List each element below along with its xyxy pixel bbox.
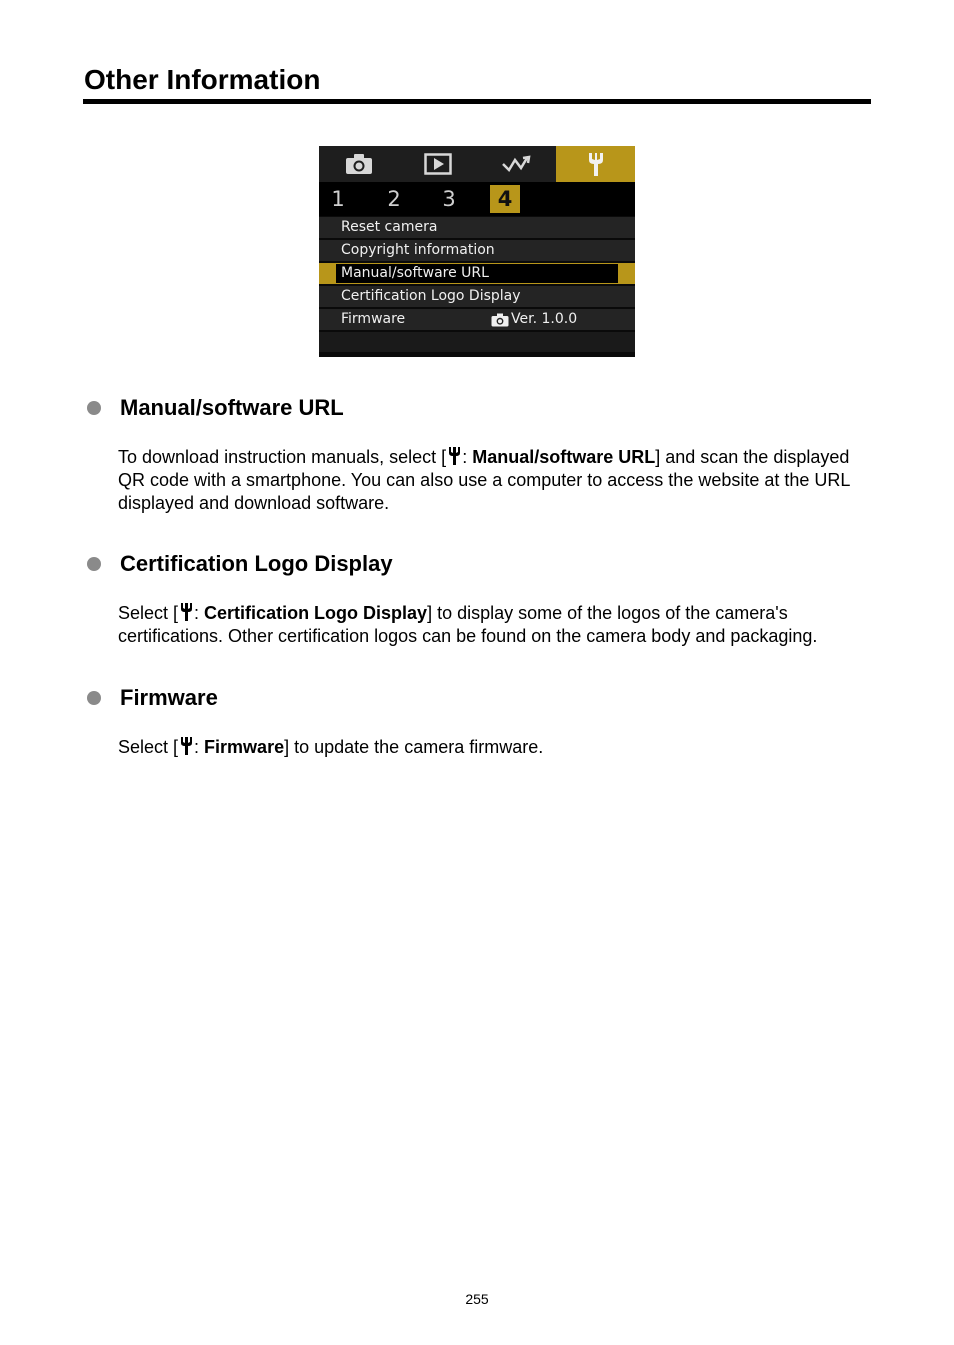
menu-item-manual-url[interactable] — [319, 263, 635, 284]
firmware-version — [491, 309, 577, 330]
firmware-version-text: Ver. 1.0.0 — [511, 311, 578, 327]
tab-wireless[interactable] — [477, 146, 556, 182]
menu-page-indicator — [319, 182, 635, 216]
section-heading: Certification Logo Display — [120, 551, 393, 576]
body-text: Select [ — [118, 737, 179, 757]
wrench-icon — [447, 446, 462, 466]
tab-playback[interactable] — [398, 146, 477, 182]
body-text: ] to display some of the logos of the camera's certifications. Other certification logos can be found on the camera body and packaging. — [118, 603, 818, 646]
menu-page-1[interactable]: 1 — [331, 187, 345, 211]
bullet-icon — [87, 691, 101, 705]
title-rule — [83, 99, 871, 104]
menu-item-label: Manual/software URL — [341, 265, 489, 281]
wireless-icon — [501, 154, 533, 174]
menu-item-label: Copyright information — [341, 242, 495, 258]
tab-shooting[interactable] — [319, 146, 398, 182]
menu-page-3[interactable]: 3 — [442, 187, 456, 211]
body-text: To download instruction manuals, select [ — [118, 447, 447, 467]
page-number: 255 — [465, 1291, 489, 1307]
section-body — [118, 736, 878, 759]
menu-item-label: Reset camera — [341, 219, 438, 235]
page-title: Other Information — [84, 64, 321, 95]
menu-item-label: Certification Logo Display — [341, 288, 521, 304]
menu-reference: Firmware — [204, 737, 285, 757]
body-text: : — [194, 603, 205, 623]
body-text: : — [462, 447, 473, 467]
wrench-icon — [179, 602, 194, 622]
section-heading: Manual/software URL — [120, 395, 344, 420]
menu-reference: Manual/software URL — [472, 447, 656, 467]
menu-item-copyright[interactable] — [319, 240, 635, 261]
menu-bottom-bar — [319, 332, 635, 352]
menu-tab-bar — [319, 146, 635, 182]
menu-item-reset-camera[interactable] — [319, 217, 635, 238]
section-body — [118, 446, 878, 515]
camera-icon — [345, 153, 373, 175]
menu-item-firmware[interactable] — [319, 309, 635, 330]
section-heading: Firmware — [120, 685, 218, 710]
bullet-icon — [87, 401, 101, 415]
body-text: Select [ — [118, 603, 179, 623]
tab-setup[interactable] — [556, 146, 635, 182]
body-text: : — [194, 737, 205, 757]
camera-icon — [491, 313, 509, 327]
camera-menu-screenshot — [319, 146, 635, 357]
menu-reference: Certification Logo Display — [204, 603, 428, 623]
playback-icon — [424, 153, 452, 175]
body-text: ] and scan the displayed QR code with a smartphone. You can also use a computer to access the website at the URL displayed and download software. — [118, 447, 850, 513]
menu-list — [319, 217, 635, 332]
menu-page-4[interactable]: 4 — [490, 185, 520, 213]
wrench-icon — [179, 736, 194, 756]
section-body — [118, 602, 878, 648]
body-text: ] to update the camera firmware. — [284, 737, 544, 757]
menu-item-certification-logo[interactable] — [319, 286, 635, 307]
bullet-icon — [87, 557, 101, 571]
menu-item-label: Firmware — [341, 311, 406, 327]
menu-page-2[interactable]: 2 — [387, 187, 401, 211]
wrench-icon — [585, 151, 607, 177]
